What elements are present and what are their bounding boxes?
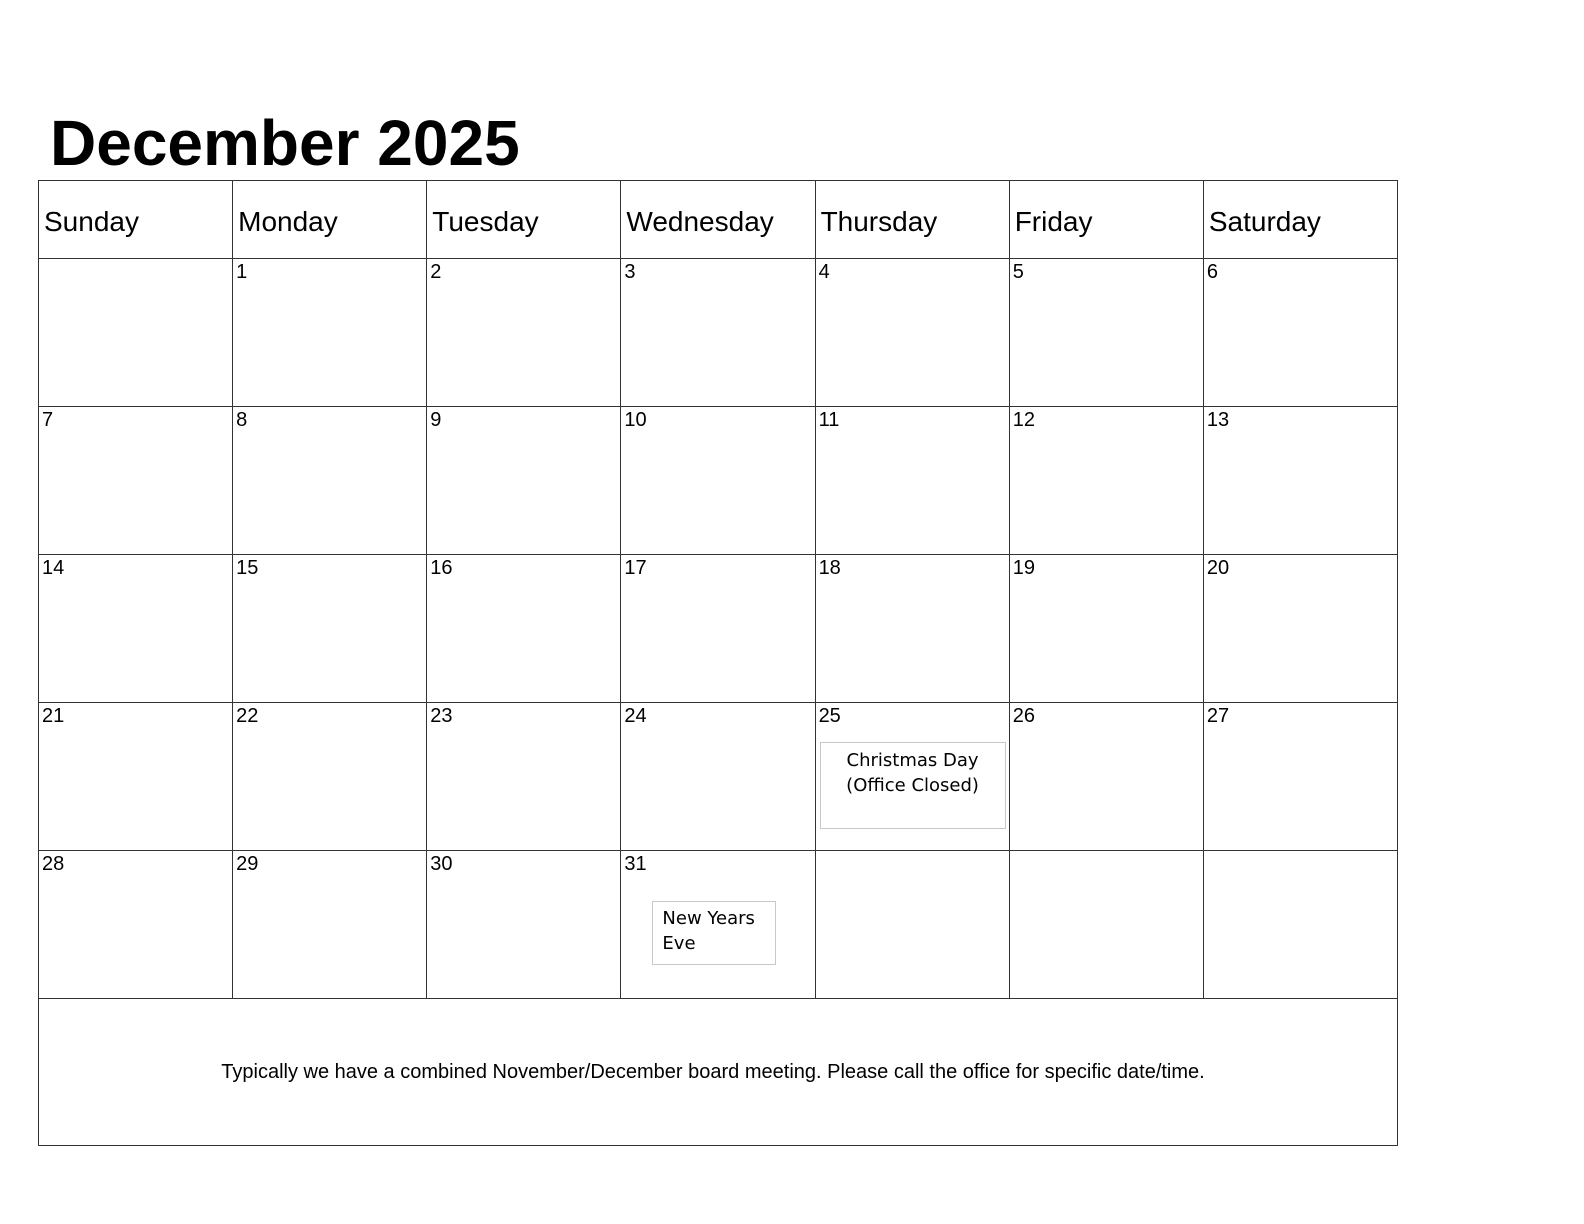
day-cell-empty: [1009, 851, 1203, 999]
day-number: 27: [1206, 705, 1230, 727]
day-cell[interactable]: [233, 555, 427, 703]
day-number: 30: [430, 853, 453, 875]
day-cell[interactable]: [1009, 555, 1203, 703]
day-number: 2: [430, 261, 442, 283]
weekday-header-monday: [233, 181, 427, 259]
weekday-header-sunday: [39, 181, 233, 259]
day-number: 28: [42, 853, 65, 875]
week-row-2: [39, 407, 1398, 555]
day-number: 20: [1206, 557, 1230, 579]
weekday-label: Tuesday: [432, 205, 539, 237]
day-number: 1: [236, 261, 248, 283]
weekday-header-wednesday: [621, 181, 815, 259]
day-number: 11: [818, 409, 840, 431]
day-number: 31: [624, 853, 647, 875]
day-cell[interactable]: [621, 259, 815, 407]
day-number: 12: [1012, 409, 1035, 431]
day-number: 15: [236, 557, 259, 579]
week-row-1: [39, 259, 1398, 407]
day-number: 7: [42, 409, 54, 431]
day-number: 3: [624, 261, 636, 283]
day-number: 13: [1206, 409, 1230, 431]
day-cell[interactable]: [427, 555, 621, 703]
day-cell[interactable]: [39, 851, 233, 999]
day-number: [1204, 851, 1397, 853]
day-cell[interactable]: [1009, 259, 1203, 407]
week-row-3: [39, 555, 1398, 703]
day-cell[interactable]: [39, 703, 233, 851]
event-title-line: Eve: [662, 933, 696, 954]
weekday-label: Friday: [1014, 205, 1093, 237]
weekday-label: Wednesday: [626, 205, 774, 237]
day-number: 8: [236, 409, 248, 431]
day-cell[interactable]: [1203, 555, 1397, 703]
day-cell[interactable]: [1009, 407, 1203, 555]
day-number: 24: [624, 705, 647, 727]
day-cell[interactable]: [621, 555, 815, 703]
weekday-header-tuesday: [427, 181, 621, 259]
event-title-line: Christmas Day: [846, 750, 979, 771]
day-cell[interactable]: [815, 407, 1009, 555]
weekday-header-saturday: [1203, 181, 1397, 259]
weekday-header-row: [39, 181, 1398, 259]
footer-cell: [39, 999, 1398, 1146]
day-cell[interactable]: [1009, 703, 1203, 851]
day-number: 6: [1206, 261, 1218, 283]
day-cell[interactable]: [233, 703, 427, 851]
weekday-header-friday: [1009, 181, 1203, 259]
day-cell[interactable]: [233, 259, 427, 407]
day-cell[interactable]: [427, 407, 621, 555]
day-number: 26: [1012, 705, 1035, 727]
footer-note: Typically we have a combined November/December board meeting. Please call the office for specific date/time.: [221, 1061, 1205, 1083]
day-number: 4: [818, 261, 830, 283]
day-number: [1010, 851, 1203, 853]
day-number: 9: [430, 409, 442, 431]
weekday-label: Sunday: [44, 205, 139, 237]
day-number: 25: [818, 705, 841, 727]
day-cell[interactable]: [39, 259, 233, 407]
event-title-line: (Office Closed): [846, 775, 979, 796]
day-number: 10: [624, 409, 647, 431]
day-cell[interactable]: [427, 259, 621, 407]
calendar-grid: [38, 180, 1398, 1146]
footer-row: [39, 999, 1398, 1146]
day-number: 29: [236, 853, 259, 875]
day-cell-new-years-eve[interactable]: [621, 851, 815, 999]
day-number: [39, 259, 232, 261]
day-number: 14: [42, 557, 65, 579]
day-cell[interactable]: [233, 407, 427, 555]
day-number: 23: [430, 705, 453, 727]
event-christmas-day[interactable]: [820, 742, 1006, 829]
day-cell[interactable]: [39, 407, 233, 555]
weekday-label: Thursday: [820, 205, 938, 237]
day-cell[interactable]: [815, 259, 1009, 407]
day-number: 16: [430, 557, 453, 579]
day-number: 18: [818, 557, 841, 579]
day-cell[interactable]: [233, 851, 427, 999]
day-cell[interactable]: [815, 555, 1009, 703]
day-number: 22: [236, 705, 259, 727]
day-cell[interactable]: [621, 703, 815, 851]
day-number: 19: [1012, 557, 1035, 579]
event-title-line: New Years: [662, 908, 755, 929]
day-number: 21: [42, 705, 65, 727]
day-cell[interactable]: [1203, 259, 1397, 407]
day-cell[interactable]: [1203, 407, 1397, 555]
day-cell-christmas[interactable]: [815, 703, 1009, 851]
day-cell[interactable]: [427, 851, 621, 999]
day-number: [816, 851, 1009, 853]
weekday-label: Saturday: [1208, 205, 1321, 237]
weekday-header-thursday: [815, 181, 1009, 259]
day-cell-empty: [815, 851, 1009, 999]
day-cell[interactable]: [621, 407, 815, 555]
day-cell-empty: [1203, 851, 1397, 999]
day-number: 5: [1012, 261, 1024, 283]
day-cell[interactable]: [1203, 703, 1397, 851]
event-new-years-eve[interactable]: [652, 901, 776, 965]
day-cell[interactable]: [427, 703, 621, 851]
page-title: December 2025: [50, 107, 520, 179]
day-number: 17: [624, 557, 647, 579]
week-row-4: [39, 703, 1398, 851]
week-row-5: [39, 851, 1398, 999]
day-cell[interactable]: [39, 555, 233, 703]
weekday-label: Monday: [238, 205, 338, 237]
